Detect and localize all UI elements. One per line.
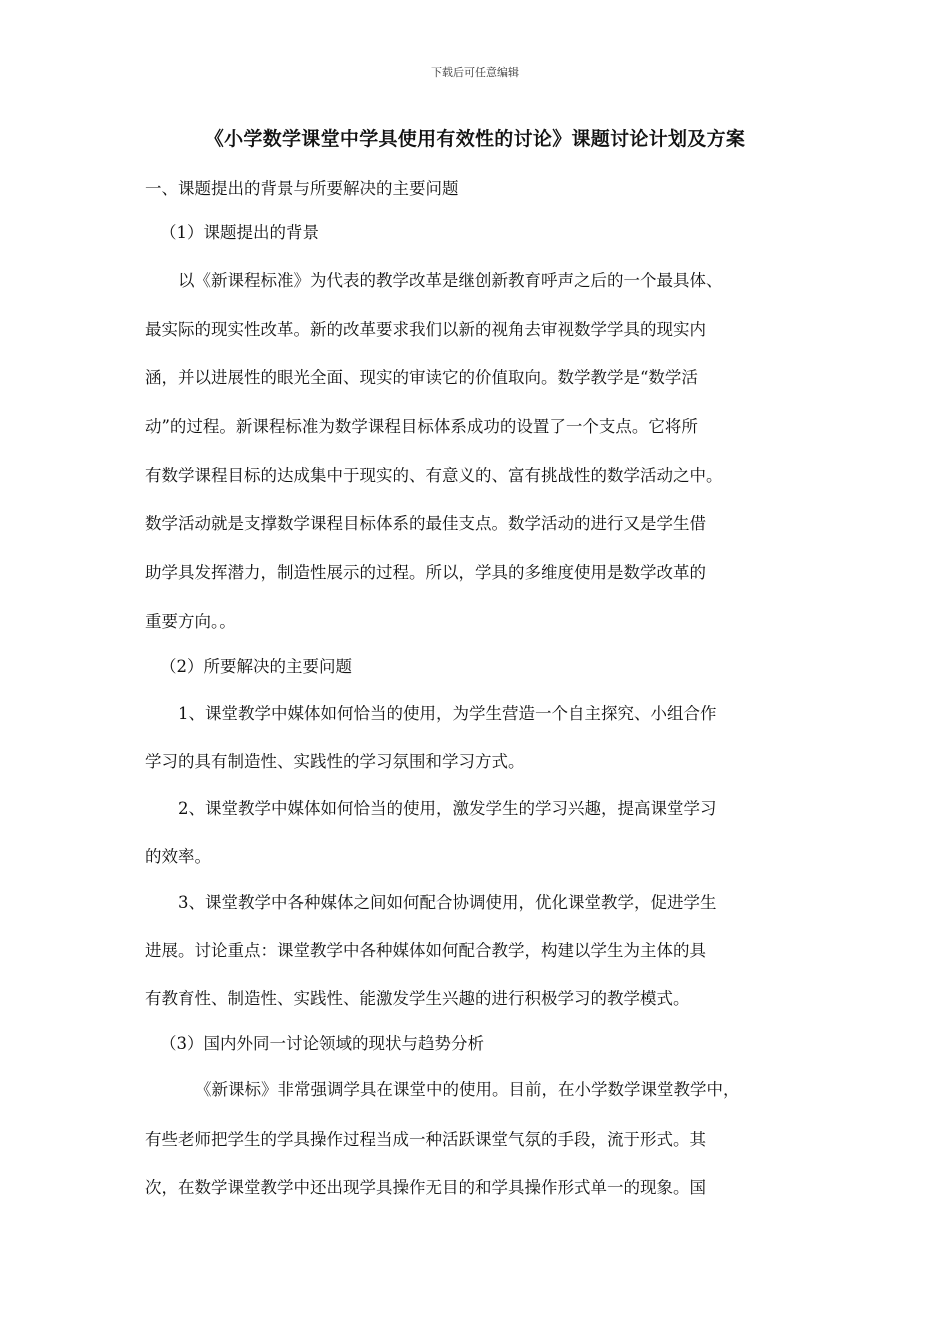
header-note: 下载后可任意编辑 — [431, 66, 519, 79]
paragraph-line: 动”的过程。新课程标准为数学课程目标体系成功的设置了一个支点。它将所 — [145, 417, 698, 436]
subheading-background: （1）课题提出的背景 — [160, 223, 319, 242]
list-item: 2、课堂教学中媒体如何恰当的使用，激发学生的学习兴趣，提高课堂学习 — [178, 799, 717, 818]
subheading-status: （3）国内外同一讨论领域的现状与趋势分析 — [160, 1034, 484, 1053]
section-heading-1: 一、课题提出的背景与所要解决的主要问题 — [145, 179, 459, 198]
paragraph-line: 以《新课程标准》为代表的教学改革是继创新教育呼声之后的一个最具体、 — [178, 271, 723, 290]
paragraph-line: 涵，并以进展性的眼光全面、现实的审读它的价值取向。数学教学是“数学活 — [145, 368, 698, 387]
list-item: 1、课堂教学中媒体如何恰当的使用，为学生营造一个自主探究、小组合作 — [178, 704, 717, 723]
document-title: 《小学数学课堂中学具使用有效性的讨论》课题讨论计划及方案 — [204, 128, 746, 150]
paragraph-line: 最实际的现实性改革。新的改革要求我们以新的视角去审视数学学具的现实内 — [145, 320, 706, 339]
paragraph-line: 重要方向。。 — [145, 612, 236, 631]
paragraph-line: 学习的具有制造性、实践性的学习氛围和学习方式。 — [145, 752, 525, 771]
list-item: 3、课堂教学中各种媒体之间如何配合协调使用，优化课堂教学，促进学生 — [178, 893, 717, 912]
paragraph-line: 有数学课程目标的达成集中于现实的、有意义的、富有挑战性的数学活动之中。 — [145, 466, 723, 485]
paragraph-line: 有些老师把学生的学具操作过程当成一种活跃课堂气氛的手段，流于形式。其 — [145, 1130, 706, 1149]
paragraph-line: 次，在数学课堂教学中还出现学具操作无目的和学具操作形式单一的现象。国 — [145, 1178, 706, 1197]
subheading-problems: （2）所要解决的主要问题 — [160, 657, 352, 676]
paragraph-line: 数学活动就是支撑数学课程目标体系的最佳支点。数学活动的进行又是学生借 — [145, 514, 706, 533]
paragraph-line: 《新课标》非常强调学具在课堂中的使用。目前，在小学数学课堂教学中， — [195, 1080, 740, 1099]
paragraph-line: 进展。讨论重点：课堂教学中各种媒体如何配合教学，构建以学生为主体的具 — [145, 941, 706, 960]
paragraph-line: 助学具发挥潜力，制造性展示的过程。所以，学具的多维度使用是数学改革的 — [145, 563, 706, 582]
paragraph-line: 有教育性、制造性、实践性、能激发学生兴趣的进行积极学习的教学模式。 — [145, 989, 690, 1008]
paragraph-line: 的效率。 — [145, 847, 211, 866]
